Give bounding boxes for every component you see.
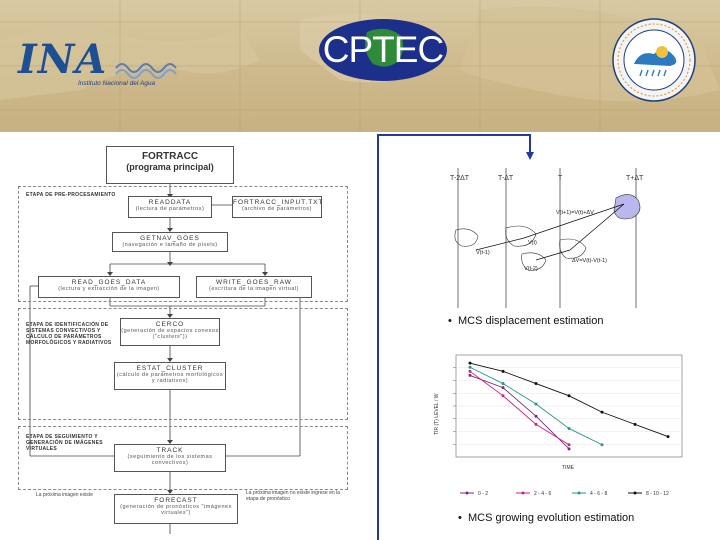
box-getnav-goes (112, 232, 228, 252)
flowchart-title-box (106, 146, 234, 184)
vector-label-3: V(t-2) (524, 266, 538, 272)
series-3-point-5 (634, 423, 637, 426)
series-1-point-3 (568, 443, 571, 446)
box-cerco-name: CERCO (155, 321, 185, 328)
legend-label-0: 0 - 2 (478, 491, 489, 497)
series-3-point-2 (535, 382, 538, 385)
box-write-goes-raw-desc: (escritura de la imagen virtual) (209, 286, 299, 292)
box-getnav-goes-desc: (navegación e tamaño de píxels) (122, 242, 218, 248)
cluster-shape-t-3 (560, 239, 586, 258)
box-cerco-desc: (generación de espacios conexos ("clusters")) (121, 328, 219, 340)
series-0-point-3 (568, 447, 571, 450)
note-next-image-exists: La próxima imagen existe (36, 492, 93, 498)
series-0-point-2 (535, 415, 538, 418)
vector-label-0: V(t+1)=V(t)+ΔV (556, 210, 594, 216)
y-axis-label: TIR (T) LEVEL / W (434, 393, 440, 435)
box-read-goes-data (38, 276, 180, 298)
series-3-point-3 (568, 394, 571, 397)
note-next-image-missing: La próxima imagen no existe ingrese en la etapa de pronóstico (246, 490, 340, 502)
box-fortracc-input (232, 196, 322, 218)
cptec-label: CPTEC (322, 29, 444, 70)
stage-tracking-label: ETAPA DE SEGUIMIENTO Y GENERACIÓN DE IMÁGENES VIRTUALES (26, 434, 103, 452)
series-0-point-0 (469, 374, 472, 377)
caption-displacement-text: MCS displacement estimation (457, 315, 604, 327)
box-read-goes-data-name: READ_GOES_DATA (71, 279, 147, 286)
box-fortracc-input-name: FORTRACC_INPUT.TXT (233, 199, 324, 206)
box-write-goes-raw (196, 276, 312, 298)
box-cerco (120, 318, 220, 346)
stage-preprocess-label: ETAPA DE PRE-PROCESAMIENTO (26, 192, 116, 198)
series-2-point-3 (568, 427, 571, 430)
ina-subtitle: Instituto Nacional del Agua (78, 80, 156, 87)
box-estat-cluster-desc: (cálculo de parámetros morfológicos y radiativos) (116, 372, 224, 384)
caption-growth (458, 512, 634, 524)
flowchart-subtitle: (programa principal) (126, 162, 214, 172)
series-2-point-1 (502, 382, 505, 385)
stage-identify-label: ETAPA DE IDENTIFICACIÓN DE SISTEMAS CONVECTIVOS Y CÁLCULO DE PARÁMETROS MORFOLÓGICOS Y RADIATIVOS (26, 322, 112, 346)
box-write-goes-raw-name: WRITE_GOES_RAW (216, 279, 292, 286)
box-forecast (114, 494, 238, 524)
box-estat-cluster (114, 362, 226, 390)
box-track-name: TRACK (156, 447, 184, 454)
series-3-point-1 (502, 370, 505, 373)
flowchart-title: FORTRACC (141, 151, 199, 162)
series-2-point-4 (601, 443, 604, 446)
series-2-point-0 (469, 366, 472, 369)
legend-marker-1 (522, 492, 525, 495)
box-fortracc-input-desc: (archivo de parámetros) (242, 206, 312, 212)
displacement-diagram (436, 158, 686, 308)
x-axis-label: TIME (562, 465, 574, 471)
growth-chart (430, 345, 690, 505)
legend-label-1: 2 - 4 - 6 (534, 491, 552, 497)
series-2-point-2 (535, 402, 538, 405)
legend-marker-3 (634, 492, 637, 495)
box-estat-cluster-name: ESTAT_CLUSTER (136, 365, 204, 372)
box-readdata-desc: (lectura de parámetros) (135, 206, 205, 212)
box-forecast-desc: (generación de pronósticos "imágenes virtuales") (120, 504, 232, 516)
series-3-point-4 (601, 411, 604, 414)
caption-displacement (448, 315, 603, 327)
legend-label-2: 4 - 6 - 8 (590, 491, 608, 497)
ina-logo-letters: INA (18, 36, 108, 83)
vector-label-4: ΔV=V(t)-V(t-1) (572, 258, 607, 264)
time-label-0: T-2ΔT (450, 175, 470, 182)
series-3-point-0 (469, 362, 472, 365)
fortracc-flowchart (10, 140, 360, 538)
time-label-3: T+ΔT (626, 175, 644, 182)
series-1-point-0 (469, 370, 472, 373)
box-forecast-name: FORECAST (154, 497, 198, 504)
legend-marker-2 (578, 492, 581, 495)
legend-marker-0 (466, 492, 469, 495)
series-0-point-1 (502, 386, 505, 389)
caption-growth-text: MCS growing evolution estimation (467, 512, 635, 524)
vector-label-1: V(t) (528, 240, 537, 246)
box-track (114, 444, 226, 472)
box-read-goes-data-desc: (lectura y extracción de la imagen) (58, 286, 160, 292)
bullet-dot: • (458, 512, 468, 524)
series-1-point-2 (535, 423, 538, 426)
box-readdata-name: READDATA (148, 199, 192, 206)
series-1-point-1 (502, 394, 505, 397)
series-3-point-6 (667, 435, 670, 438)
box-track-desc: (seguimiento de los sistemas convectivos) (127, 454, 213, 466)
vector-label-2: V(t-1) (476, 250, 490, 256)
time-label-1: T-ΔT (498, 175, 514, 182)
bullet-dot: • (448, 315, 458, 327)
time-label-2: T (558, 175, 563, 182)
box-readdata (128, 196, 212, 218)
legend-label-3: 8 - 10 - 12 (646, 491, 669, 497)
cluster-shape-current (614, 194, 640, 219)
box-getnav-goes-name: GETNAV_GOES (140, 235, 200, 242)
